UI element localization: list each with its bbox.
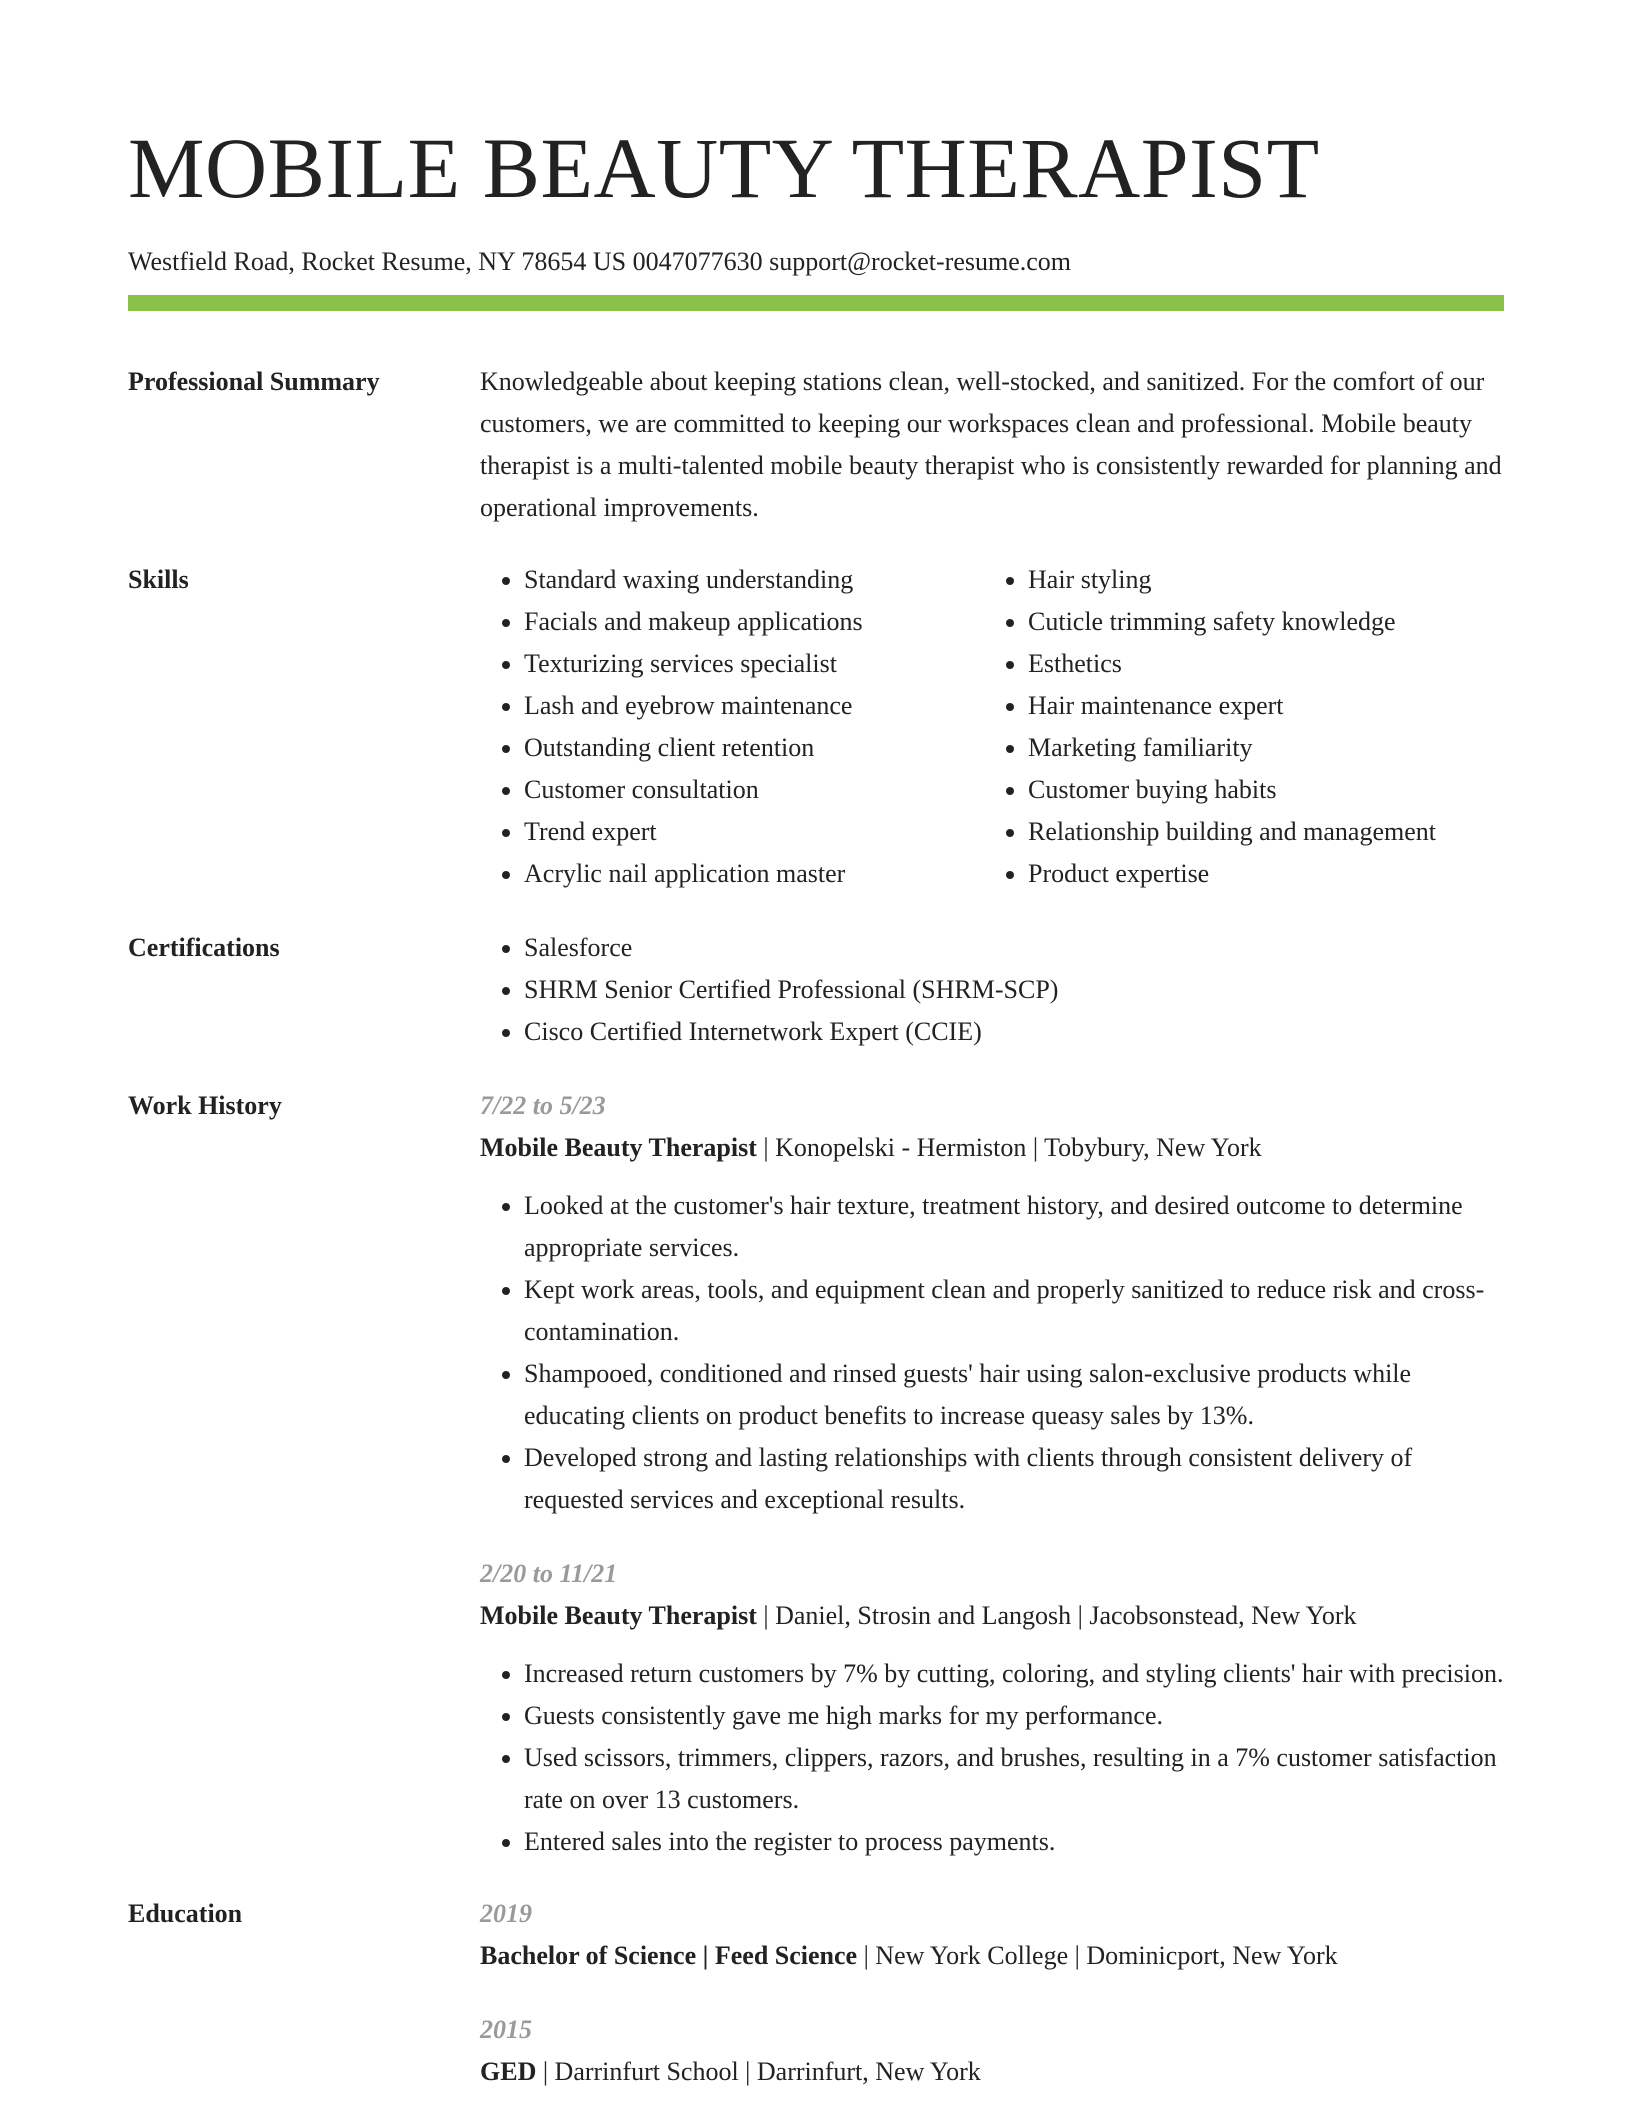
skill-item: • Facials and makeup applications: [524, 601, 984, 643]
certifications-body: [480, 927, 1504, 1053]
job-bullet: • Looked at the customer's hair texture, treatment history, and desired outcome to determine appropriate services.: [524, 1185, 1504, 1269]
skills-section: [128, 559, 1504, 895]
job-bullet: • Entered sales into the register to process payments.: [524, 1821, 1504, 1863]
job-title: Mobile Beauty Therapist: [480, 1133, 757, 1162]
job-heading: [480, 1595, 1504, 1637]
certification-item: • Cisco Certified Internetwork Expert (CCIE): [524, 1011, 1504, 1053]
skill-item: • Hair styling: [1028, 559, 1504, 601]
skills-columns: [480, 559, 1504, 895]
education-degree: Bachelor of Science | Feed Science: [480, 1941, 858, 1970]
skill-item: • Customer consultation: [524, 769, 984, 811]
education-year: 2019: [480, 1899, 532, 1928]
summary-heading: Professional Summary: [128, 367, 380, 396]
skill-item: • Relationship building and management: [1028, 811, 1504, 853]
education-heading: Education: [128, 1899, 243, 1928]
job-bullet: • Shampooed, conditioned and rinsed guests' hair using salon-exclusive products while educating clients on product benefits to increase queasy sales by 13%.: [524, 1353, 1504, 1437]
skill-item: • Product expertise: [1028, 853, 1504, 895]
contact-info: Westfield Road, Rocket Resume, NY 78654 US 0047077630 support@rocket-resume.com: [128, 247, 1072, 276]
certifications-heading: Certifications: [128, 933, 280, 962]
job-bullet: • Guests consistently gave me high marks for my performance.: [524, 1695, 1504, 1737]
job-employer: | Daniel, Strosin and Langosh | Jacobsonstead, New York: [756, 1601, 1357, 1630]
education-entry: [480, 2009, 1504, 2093]
education-year: 2015: [480, 2015, 532, 2044]
skill-item: • Standard waxing understanding: [524, 559, 984, 601]
education-section: [128, 1893, 1504, 2093]
skill-item: • Marketing familiarity: [1028, 727, 1504, 769]
job-bullet: • Used scissors, trimmers, clippers, razors, and brushes, resulting in a 7% customer satisfaction rate on over 13 customers.: [524, 1737, 1504, 1821]
education-body: [480, 1893, 1504, 2093]
resume-name: MOBILE BEAUTY THERAPIST: [128, 120, 1320, 216]
skills-heading: Skills: [128, 565, 189, 594]
certifications-list: [480, 927, 1504, 1053]
education-entry: [480, 1893, 1504, 1977]
header-accent-rule: [128, 295, 1504, 311]
resume-page: [128, 0, 1504, 2093]
summary-text: Knowledgeable about keeping stations clean, well-stocked, and sanitized. For the comfort of our customers, we are committed to keeping our workspaces clean and professional. Mobile beauty therapist is a multi-talented mobile beauty therapist who is consistently rewarded for planning and operational improvements.: [480, 367, 1502, 522]
job-employer: | Konopelski - Hermiston | Tobybury, New York: [756, 1133, 1262, 1162]
skill-item: • Texturizing services specialist: [524, 643, 984, 685]
summary-section: [128, 361, 1504, 529]
skills-column-2: [984, 559, 1504, 895]
skills-column-1: [480, 559, 984, 895]
education-school: | New York College | Dominicport, New York: [857, 1941, 1338, 1970]
job-bullet: • Increased return customers by 7% by cutting, coloring, and styling clients' hair with precision.: [524, 1653, 1504, 1695]
job-dates: 2/20 to 11/21: [480, 1559, 618, 1588]
job-title: Mobile Beauty Therapist: [480, 1601, 757, 1630]
certification-item: • Salesforce: [524, 927, 1504, 969]
job-entry: [480, 1553, 1504, 1863]
work-history-body: [480, 1085, 1504, 1863]
job-bullet: • Developed strong and lasting relationships with clients through consistent delivery of requested services and exceptional results.: [524, 1437, 1504, 1521]
work-history-heading: Work History: [128, 1091, 282, 1120]
skill-item: • Cuticle trimming safety knowledge: [1028, 601, 1504, 643]
skill-item: • Esthetics: [1028, 643, 1504, 685]
education-heading-line: [480, 2051, 1504, 2093]
certifications-section: [128, 927, 1504, 1053]
certification-item: • SHRM Senior Certified Professional (SHRM-SCP): [524, 969, 1504, 1011]
skill-item: • Hair maintenance expert: [1028, 685, 1504, 727]
job-bullets: [480, 1653, 1504, 1863]
work-history-section: [128, 1085, 1504, 1863]
job-dates: 7/22 to 5/23: [480, 1091, 606, 1120]
education-school: | Darrinfurt School | Darrinfurt, New York: [536, 2057, 981, 2086]
education-heading-line: [480, 1935, 1504, 1977]
skill-item: • Lash and eyebrow maintenance: [524, 685, 984, 727]
job-bullet: • Kept work areas, tools, and equipment clean and properly sanitized to reduce risk and cross-contamination.: [524, 1269, 1504, 1353]
skill-item: • Customer buying habits: [1028, 769, 1504, 811]
job-heading: [480, 1127, 1504, 1169]
skill-item: • Acrylic nail application master: [524, 853, 984, 895]
job-bullets: [480, 1185, 1504, 1521]
skill-item: • Outstanding client retention: [524, 727, 984, 769]
skill-item: • Trend expert: [524, 811, 984, 853]
job-entry: [480, 1085, 1504, 1521]
education-degree: GED: [480, 2057, 537, 2086]
